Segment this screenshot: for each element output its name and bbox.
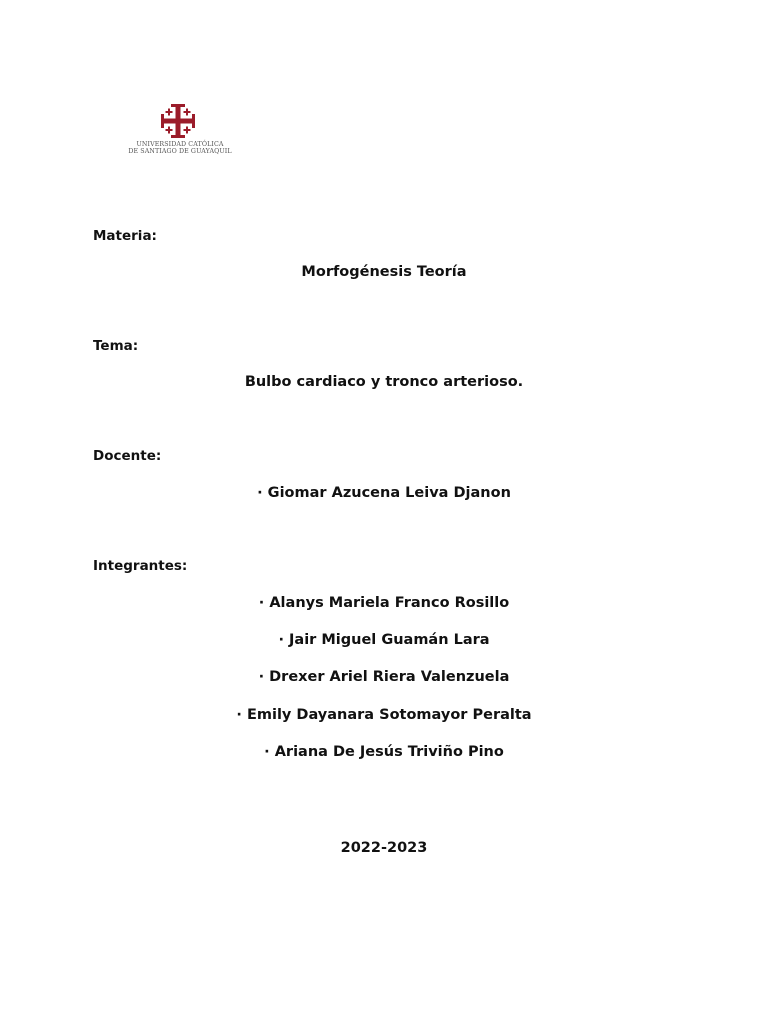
docente-name: · Giomar Azucena Leiva Djanon [257,485,511,501]
integrante-item: · Emily Dayanara Sotomayor Peralta [236,707,532,723]
logo-text-line-1: UNIVERSIDAD CATÓLICA [136,141,224,148]
university-logo [122,103,238,157]
cross-logo-icon [160,103,196,139]
tema-label: Tema: [93,338,139,354]
docente-label: Docente: [93,448,162,464]
integrantes-label: Integrantes: [93,558,188,574]
logo-text-line-2: DE SANTIAGO DE GUAYAQUIL [128,148,232,155]
integrante-item: · Drexer Ariel Riera Valenzuela [258,669,510,685]
materia-label: Materia: [93,228,157,244]
integrante-item: · Ariana De Jesús Triviño Pino [264,744,504,760]
tema-value: Bulbo cardiaco y tronco arterioso. [244,374,524,390]
academic-year: 2022-2023 [340,840,428,856]
integrante-item: · Jair Miguel Guamán Lara [278,632,490,648]
integrante-item: · Alanys Mariela Franco Rosillo [258,595,510,611]
materia-value: Morfogénesis Teoría [301,264,467,280]
